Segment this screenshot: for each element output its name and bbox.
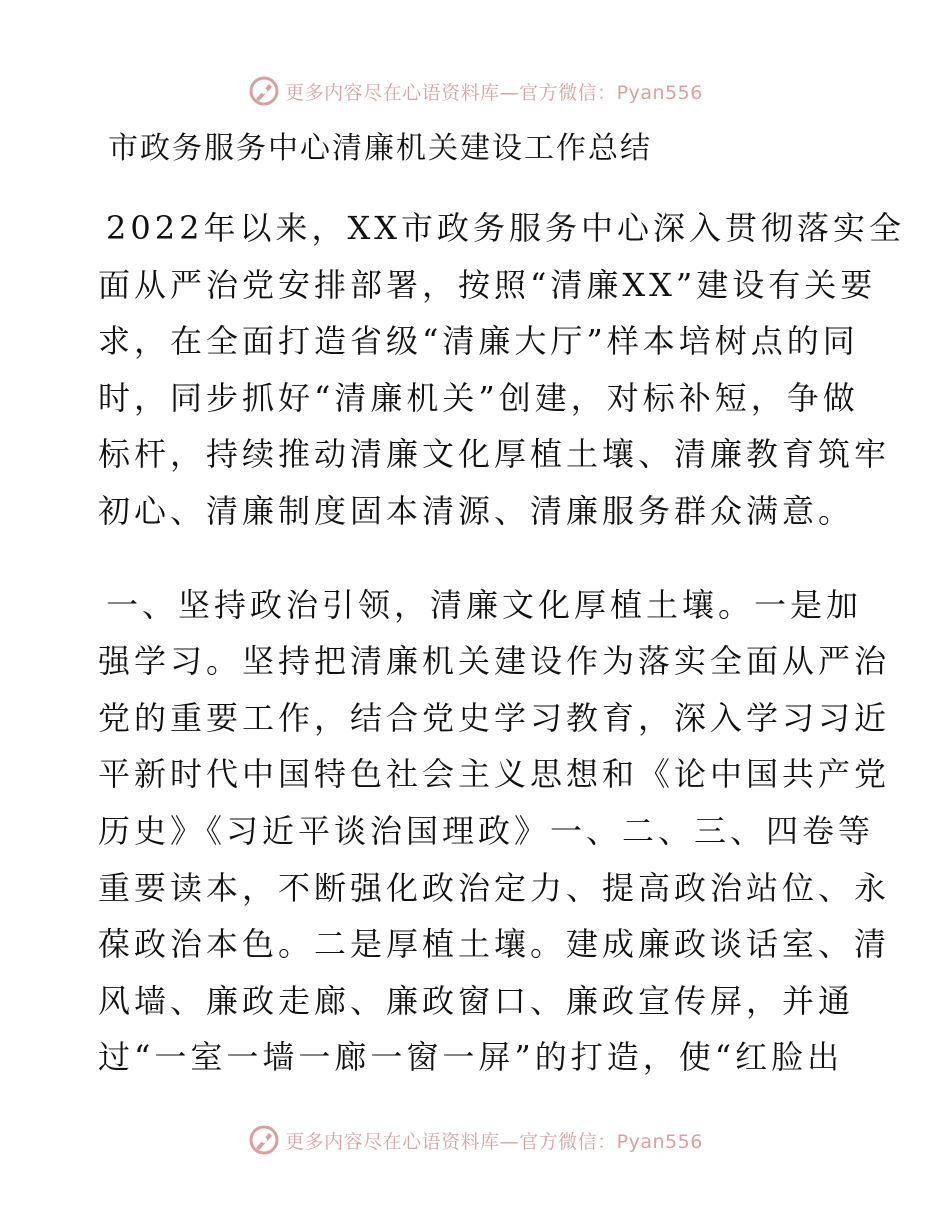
document-body xyxy=(98,128,906,1086)
paragraph-line: 初心、清廉制度固本清源、清廉服务群众满意。 xyxy=(98,491,855,530)
pen-logo-icon xyxy=(247,74,281,108)
paragraph-line: 葆政治本色。二是厚植土壤。建成廉政谈话室、清 xyxy=(98,925,891,964)
paragraph-line: 标杆，持续推动清廉文化厚植土壤、清廉教育筑牢 xyxy=(98,435,891,474)
paragraph-line: 求，在全面打造省级“清廉大厅”样本培树点的同 xyxy=(98,322,859,361)
paragraph-line: 强学习。坚持把清廉机关建设作为落实全面从严治 xyxy=(98,642,891,681)
pen-logo-icon xyxy=(247,1123,281,1157)
paragraph-line: 平新时代中国特色社会主义思想和《论中国共产党 xyxy=(98,755,891,794)
paragraph-line: 时，同步抓好“清廉机关”创建，对标补短，争做 xyxy=(98,378,859,417)
paragraph-line: 重要读本，不断强化政治定力、提高政治站位、永 xyxy=(98,868,891,907)
paragraph-line: 面从严治党安排部署，按照“清廉XX”建设有关要 xyxy=(98,265,877,304)
paragraph-line: 风墙、廉政走廊、廉政窗口、廉政宣传屏，并通 xyxy=(98,981,855,1020)
paragraph-intro xyxy=(98,200,906,540)
paragraph-line: 2022年以来，XX市政务服务中心深入贯彻落实全 xyxy=(106,209,906,247)
document-title: 市政务服务中心清廉机关建设工作总结 xyxy=(108,131,652,166)
paragraph-line: 党的重要工作，结合党史学习教育，深入学习习近 xyxy=(98,698,891,737)
paragraph-line: 过“一室一墙一廊一窗一屏”的打造，使“红脸出 xyxy=(98,1038,844,1077)
paragraph-line: 一、坚持政治引领，清廉文化厚植土壤。一是加 xyxy=(106,585,863,624)
watermark-footer xyxy=(0,1120,950,1160)
paragraph-line: 历史》《习近平谈治国理政》一、二、三、四卷等 xyxy=(98,811,875,850)
watermark-text: 更多内容尽在心语资料库—官方微信：Pyan556 xyxy=(285,1130,703,1153)
watermark-header xyxy=(0,71,950,111)
watermark-text: 更多内容尽在心语资料库—官方微信：Pyan556 xyxy=(285,81,703,104)
paragraph-section-one xyxy=(98,577,891,1086)
